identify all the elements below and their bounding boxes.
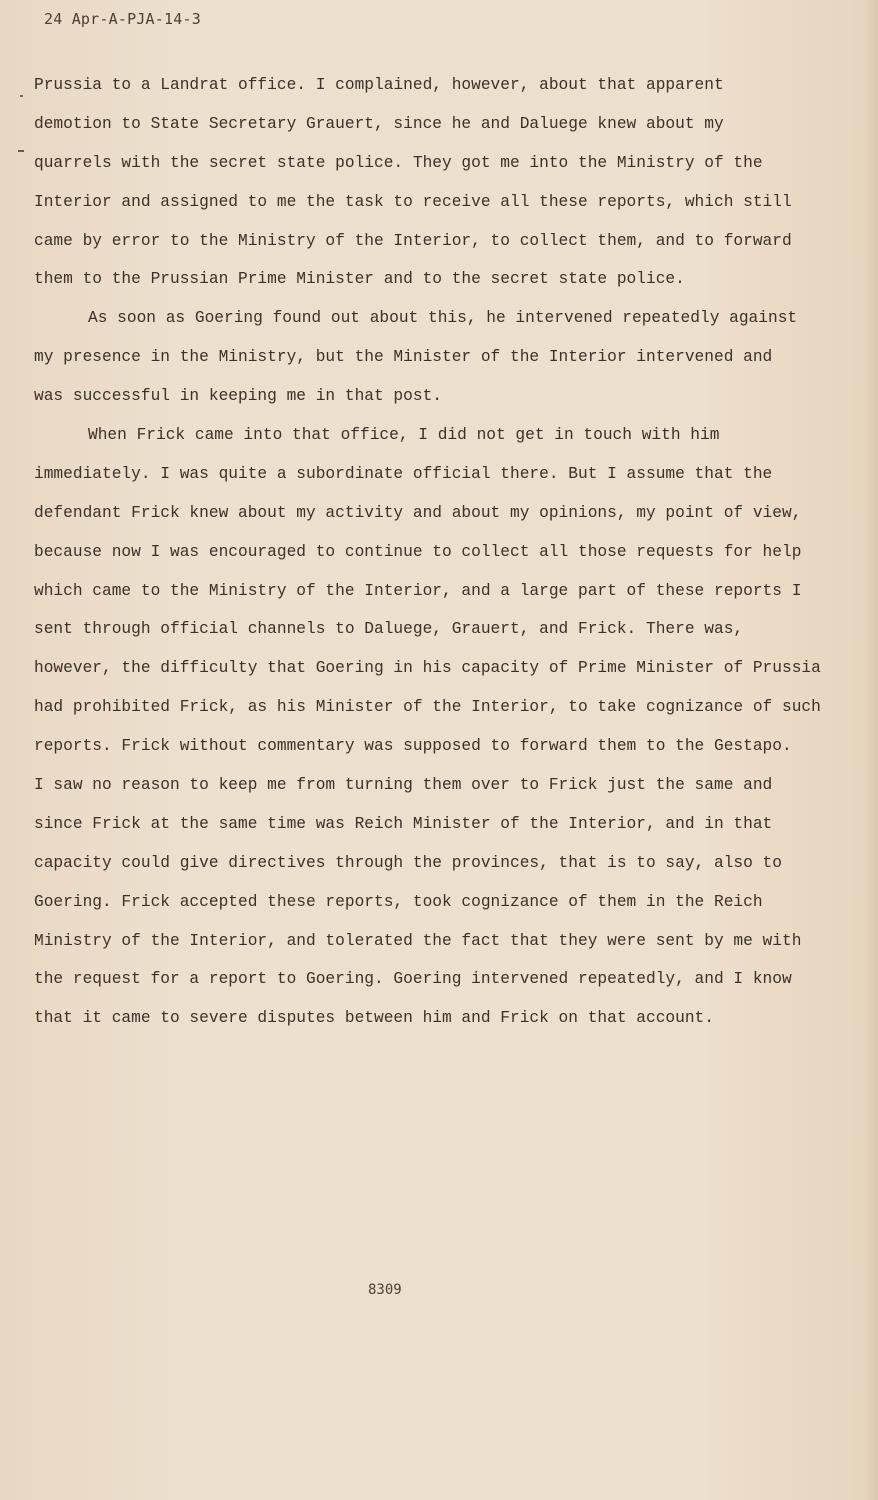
text-line: that it came to severe disputes between him and Frick on that account. <box>34 1009 714 1028</box>
text-line: because now I was encouraged to continue to collect all those requests for help <box>34 542 802 561</box>
text-line: defendant Frick knew about my activity and about my opinions, my point of view, <box>34 503 802 522</box>
document-header: 24 Apr-A-PJA-14-3 <box>44 10 201 28</box>
stray-ink-mark <box>18 150 24 152</box>
text-line: was successful in keeping me in that post. <box>34 387 442 406</box>
text-line: demotion to State Secretary Grauert, since he and Daluege knew about my <box>34 114 724 133</box>
text-line: Goering. Frick accepted these reports, took cognizance of them in the Reich <box>34 892 763 911</box>
text-line: immediately. I was quite a subordinate official there. But I assume that the <box>34 464 773 483</box>
text-line: came by error to the Ministry of the Interior, to collect them, and to forward <box>34 231 792 250</box>
text-line: sent through official channels to Daluege, Grauert, and Frick. There was, <box>34 620 744 639</box>
document-body <box>34 66 824 1038</box>
text-line: my presence in the Ministry, but the Minister of the Interior intervened and <box>34 348 773 367</box>
text-line: had prohibited Frick, as his Minister of the Interior, to take cognizance of such <box>34 698 821 717</box>
text-line: Interior and assigned to me the task to receive all these reports, which still <box>34 192 792 211</box>
text-line: since Frick at the same time was Reich Minister of the Interior, and in that <box>34 814 773 833</box>
text-line: them to the Prussian Prime Minister and to the secret state police. <box>34 270 685 289</box>
paragraph-start-line: As soon as Goering found out about this, he intervened repeatedly against <box>88 309 798 328</box>
text-line: Prussia to a Landrat office. I complained, however, about that apparent <box>34 76 724 94</box>
paragraph-start-line: When Frick came into that office, I did not get in touch with him <box>88 426 720 445</box>
page-number: 8309 <box>368 1282 402 1298</box>
text-line: the request for a report to Goering. Goering intervened repeatedly, and I know <box>34 970 792 989</box>
text-line: capacity could give directives through the provinces, that is to say, also to <box>34 853 782 872</box>
text-line: which came to the Ministry of the Interior, and a large part of these reports I <box>34 581 802 600</box>
text-line: Ministry of the Interior, and tolerated the fact that they were sent by me with <box>34 931 802 950</box>
text-line: reports. Frick without commentary was supposed to forward them to the Gestapo. <box>34 737 792 756</box>
text-line: quarrels with the secret state police. They got me into the Ministry of the <box>34 153 763 172</box>
text-line: however, the difficulty that Goering in his capacity of Prime Minister of Prussia <box>34 659 821 678</box>
page-edge-shadow <box>864 0 878 1500</box>
text-line: I saw no reason to keep me from turning them over to Frick just the same and <box>34 776 773 795</box>
stray-ink-mark <box>20 95 23 97</box>
